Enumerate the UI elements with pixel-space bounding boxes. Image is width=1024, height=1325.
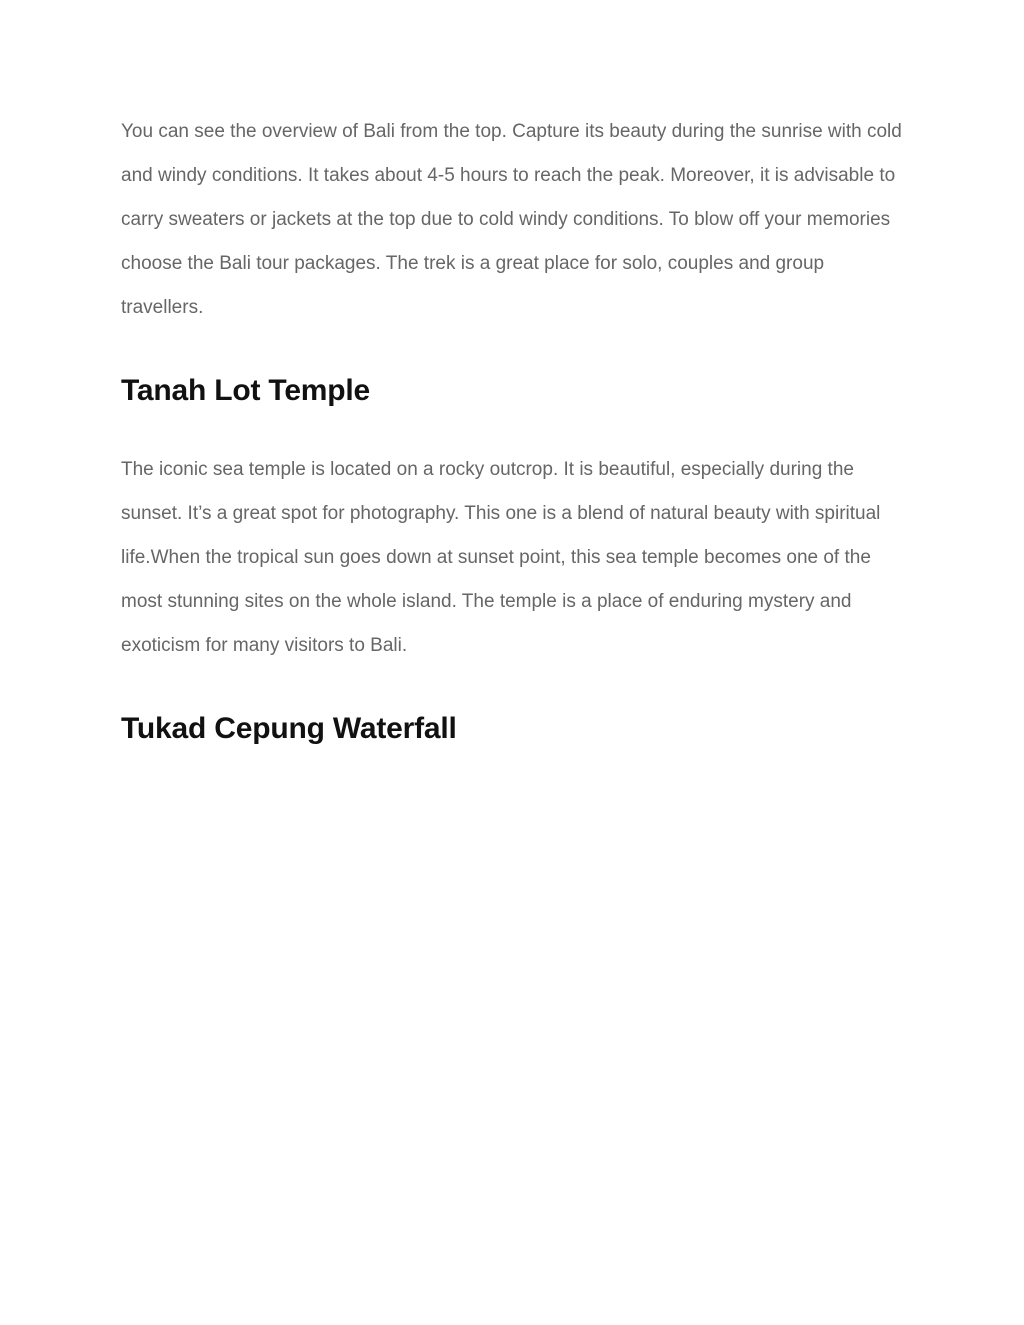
tanah-lot-paragraph: The iconic sea temple is located on a rocky outcrop. It is beautiful, especially during the sunset. It’s a great spot for photography. This one is a blend of natural beauty with spiritual life.When the tropical sun goes down at sunset point, this sea temple becomes one of the most stunning sites on the whole island. The temple is a place of enduring mystery and exoticism for many visitors to Bali. xyxy=(121,459,881,656)
section-heading-tanah-lot-temple: Tanah Lot Temple xyxy=(121,374,371,407)
section-heading-tukad-cepung-waterfall: Tukad Cepung Waterfall xyxy=(121,712,457,745)
intro-paragraph: You can see the overview of Bali from the top. Capture its beauty during the sunrise with cold and windy conditions. It takes about 4-5 hours to reach the peak. Moreover, it is advisable to carry sweaters or jackets at the top due to cold windy conditions. To blow off your memories choose the Bali tour packages. The trek is a great place for solo, couples and group travellers. xyxy=(121,121,902,318)
document-page xyxy=(121,110,911,749)
